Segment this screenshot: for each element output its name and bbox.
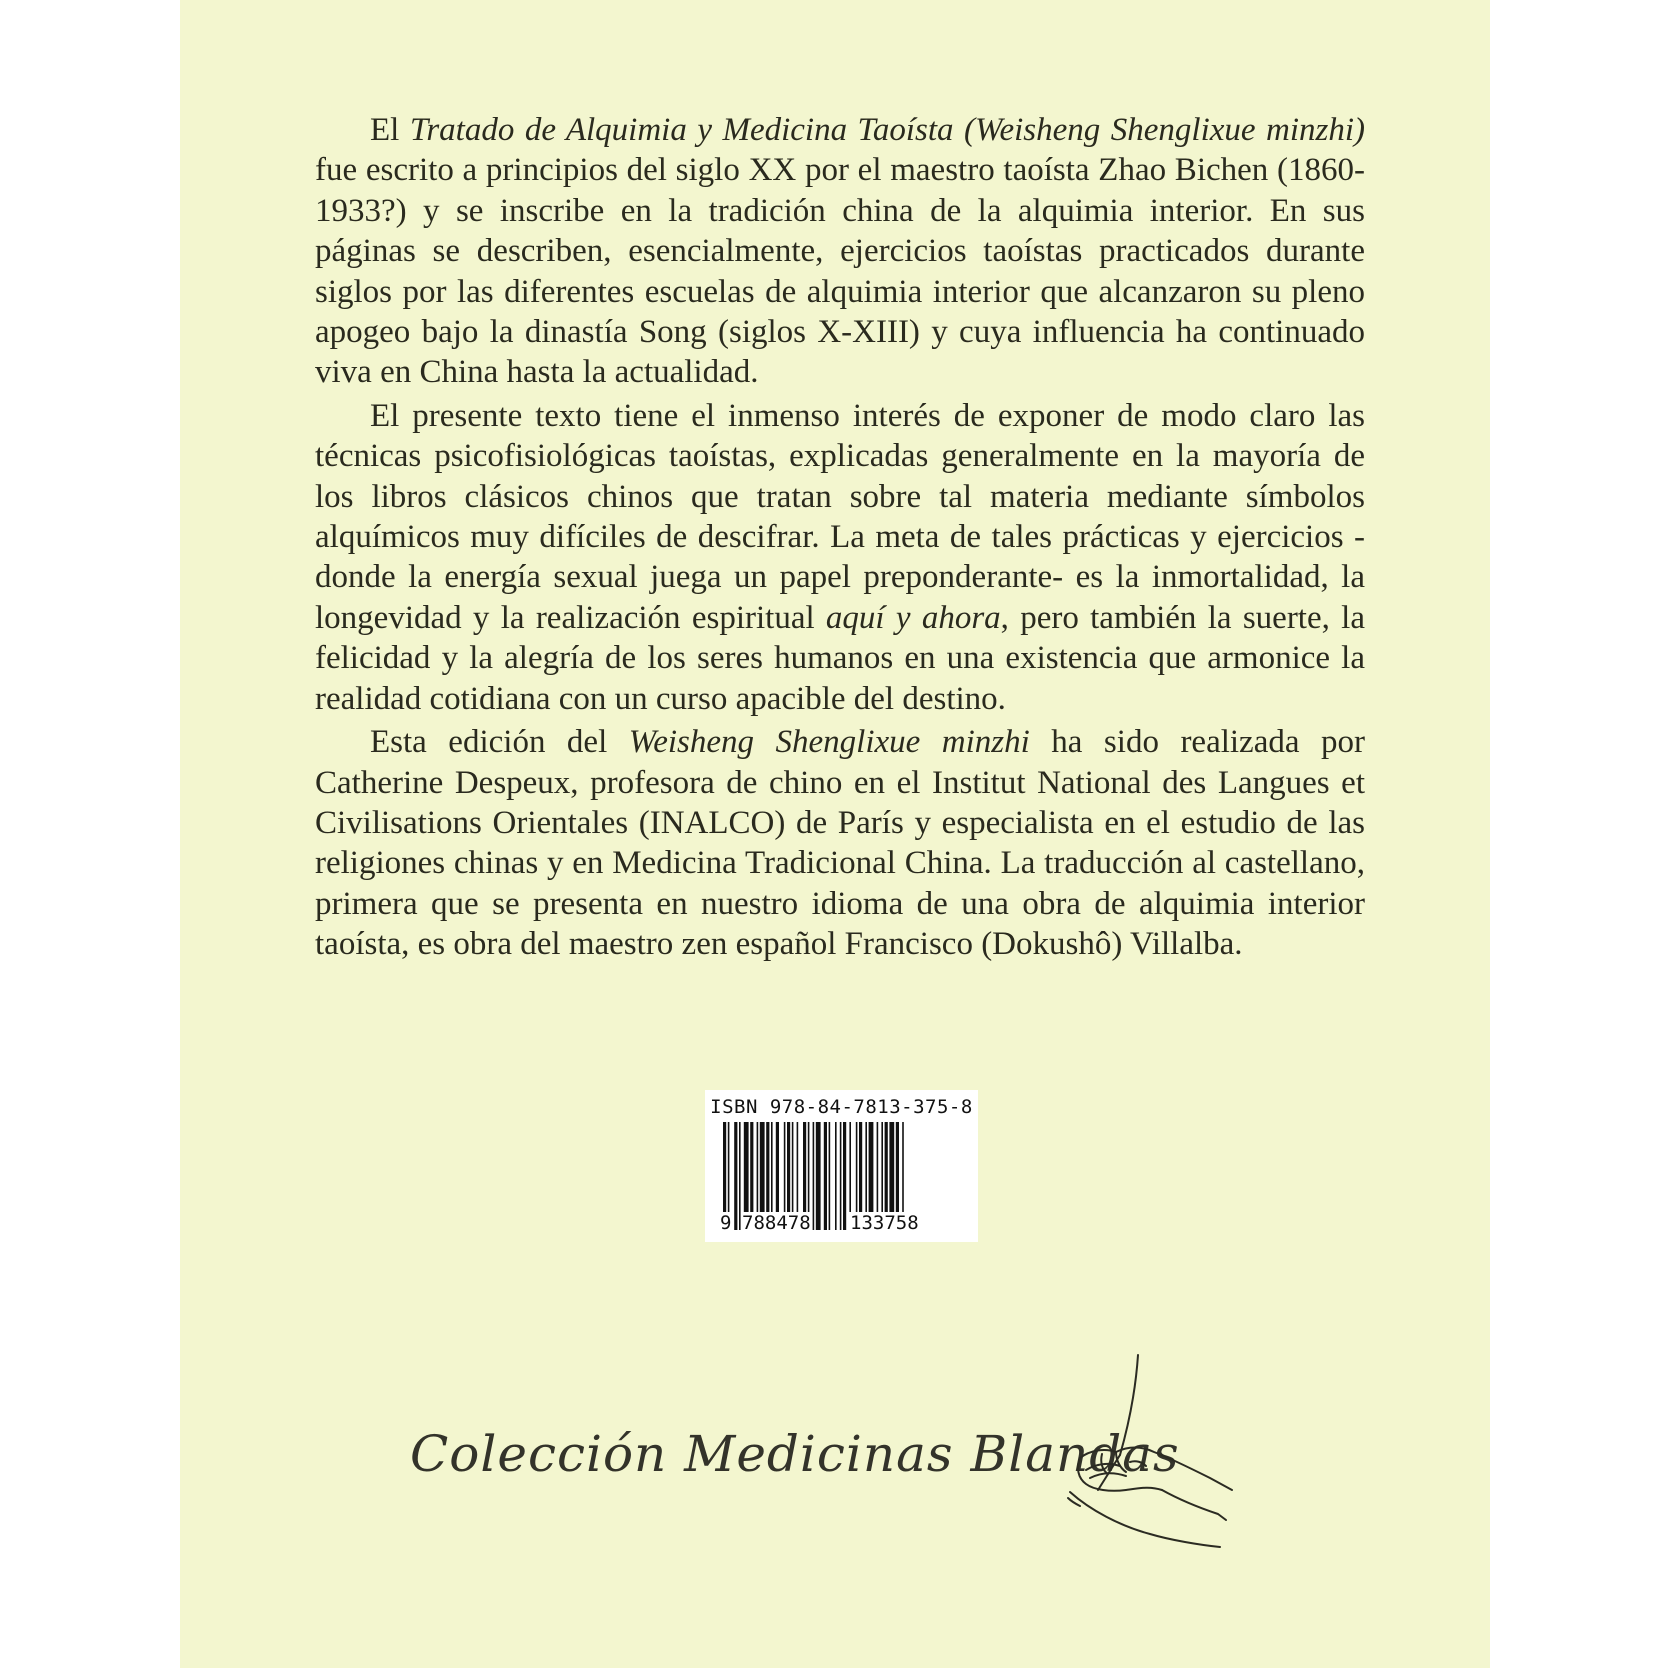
paragraph-text: El presente texto tiene el inmenso interés de exponer de modo claro las técnicas psicofisiológicas taoístas, explicadas generalmente en la mayoría de los libros clásicos chinos que tratan sobre tal materia mediante símbolos alquímicos muy difíciles de descifrar. La meta de tales prácticas y ejercicios -donde la energía sexual juega un papel preponderante- es la inmortalidad, la longevidad y la realización espiritual <box>315 397 1365 636</box>
paragraph-text: Esta edición del <box>370 724 629 761</box>
ean-first-digit: 9 <box>720 1212 732 1234</box>
book-title-italic: Tratado de Alquimia y Medicina Taoísta (Weisheng Shenglixue minzhi) <box>409 112 1366 148</box>
isbn-barcode <box>705 1090 978 1242</box>
isbn-label: ISBN 978-84-7813-375-8 <box>710 1096 973 1118</box>
paragraph-text: fue escrito a principios del siglo XX por el maestro taoísta Zhao Bichen (1860-1933?) y se inscribe en la tradición china de la alquimia interior. En sus páginas se describen, esencialmente, ejercicios taoístas practicados durante siglos por las diferentes escuelas de alquimia interior que alcanzaron su pleno apogeo bajo la dinastía Song (siglos X-XIII) y cuya influencia ha continuado viva en China hasta la actualidad. <box>315 152 1365 391</box>
ean-right-group: 133758 <box>850 1212 919 1234</box>
blurb-paragraph-2 <box>315 396 1365 719</box>
paragraph-text: ha sido realizada por Catherine Despeux, profesora de chino en el Institut National des Langues et Civilisations Orientales (INALCO) de París y especialista en el estudio de las religiones chinas y en Medicina Tradicional China. La traducción al castellano, primera que se presenta en nuestro idioma de una obra de alquimia interior taoísta, es obra del maestro zen español Francisco (Dokushô) Villalba. <box>315 724 1365 963</box>
collection-name: Colección Medicinas Blandas <box>410 1425 1180 1483</box>
ean-left-group: 788478 <box>742 1212 811 1234</box>
blurb-text <box>315 110 1365 968</box>
book-back-cover <box>180 0 1490 1668</box>
book-title-italic: Weisheng Shenglixue minzhi <box>628 724 1030 761</box>
blurb-paragraph-1 <box>315 110 1365 393</box>
italic-phrase: aquí y ahora <box>825 599 1001 636</box>
blurb-paragraph-3 <box>315 722 1365 964</box>
paragraph-text: El <box>370 112 410 148</box>
paragraph-text: , pero también la suerte, la felicidad y la alegría de los seres humanos en una existencia que armonice la realidad cotidiana con un curso apacible del destino. <box>315 599 1365 717</box>
hand-writing-quill-icon <box>1050 1350 1240 1550</box>
